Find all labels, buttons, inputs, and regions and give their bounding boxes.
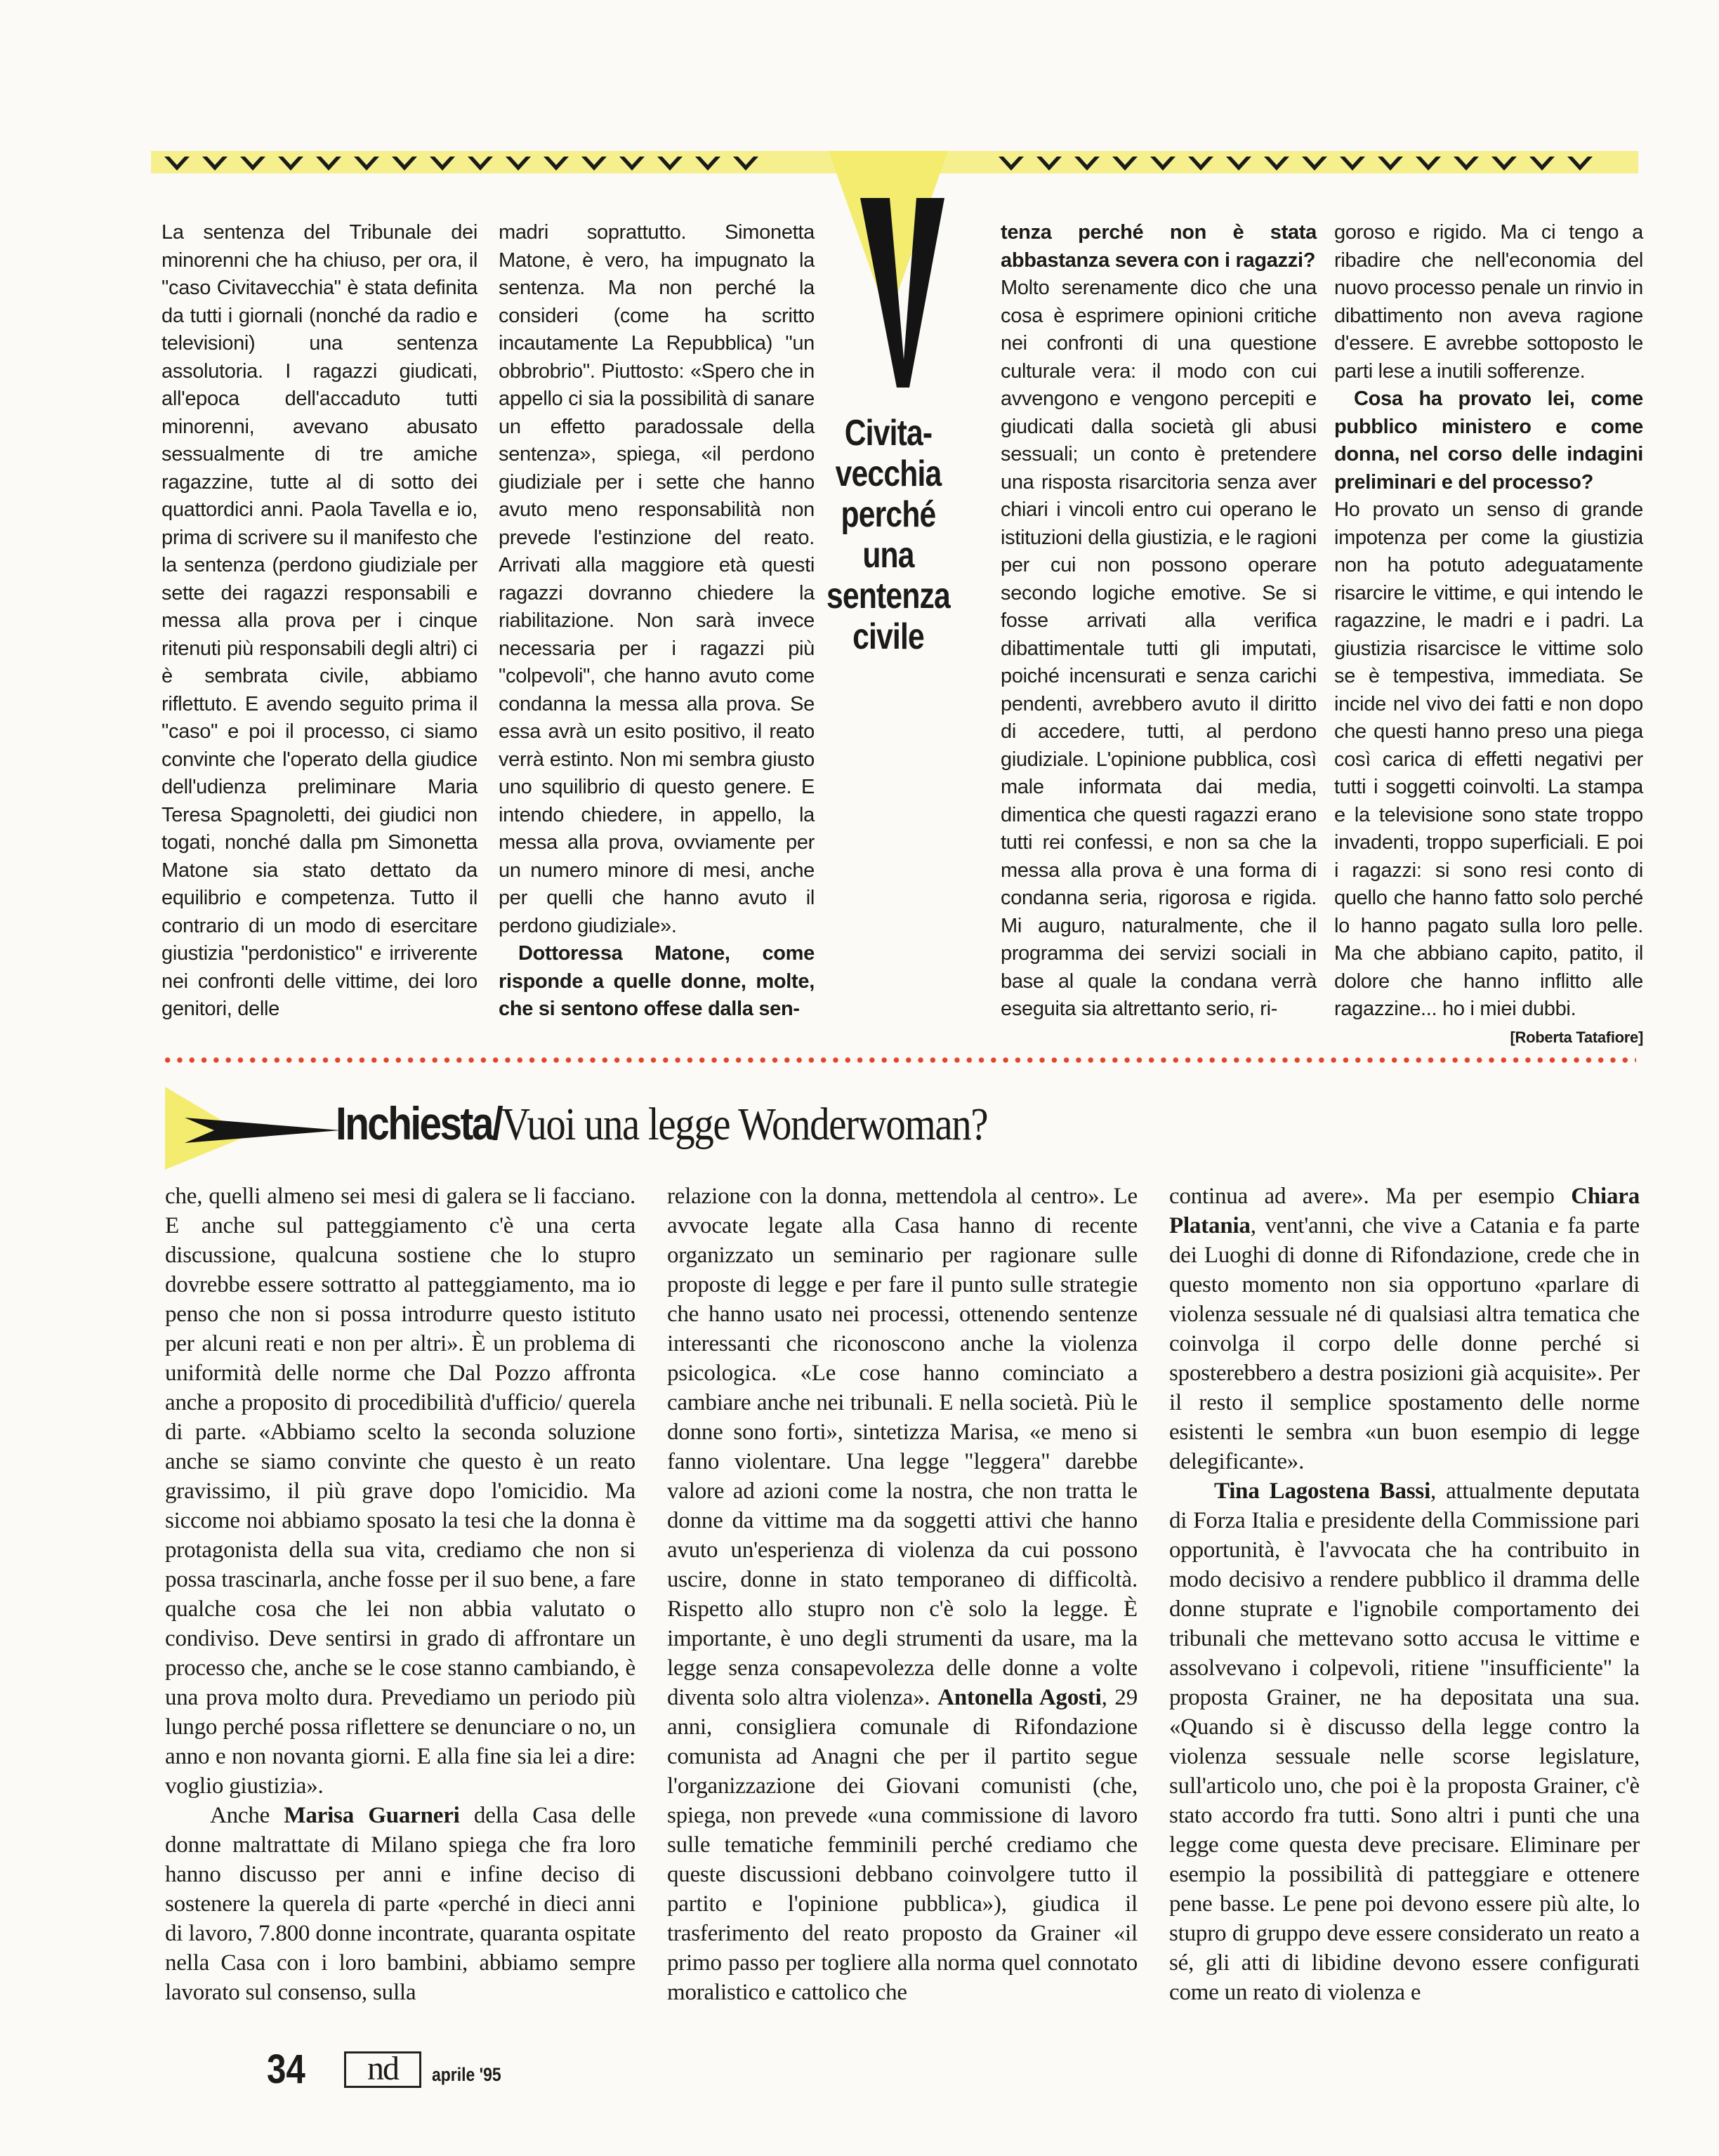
- paragraph: La sentenza del Tribunale dei minorenni che ha chiuso, per ora, il "caso Civitavecchia" è stata definita da tutti i giornali (nonché da radio e televisioni) una sentenza assolutoria. I ragazzi giudicati, all'epoca dell'accaduto tutti minorenni, avevano abusato sessualmente di tre amiche ragazzine, tutte al di sotto dei quattordici anni. Paola Tavella e io, prima di scrivere su il manifesto che la sentenza (perdono giudiziale per sette dei ragazzi responsabili e messa alla prova per i cinque ritenuti più responsabili degli altri) ci è sembrata civile, abbiamo riflettuto. E avendo seguito prima il "caso" e poi il processo, ci siamo convinte che l'operato della giudice dell'udienza preliminare Maria Teresa Spagnoletti, dei giudici non togati, nonché dalla pm Simonetta Matone sia stato dettato da equilibrio e competenza. Tutto il contrario di un modo di esercitare giustizia "perdonistico" e irriverente nei confronti delle vittime, dei loro genitori, delle: [162, 221, 477, 1020]
- chevron-icon: [580, 154, 608, 173]
- lower-column-3: [1169, 1182, 1640, 2007]
- chevron-icon: [163, 154, 191, 173]
- article-title: Vuoi una legge Wonderwoman?: [501, 1099, 988, 1150]
- sidebar-title-line: sentenza: [826, 576, 950, 616]
- arrow-icon: [165, 1087, 341, 1170]
- interview-question: Cosa ha provato lei, come pubblico ministero e come donna, nel corso delle indagini preliminari e del processo?: [1334, 388, 1643, 494]
- text-run: Anche: [210, 1803, 284, 1828]
- interview-question: tenza perché non è stata abbastanza severa con i ragazzi?: [1001, 221, 1317, 272]
- chevron-icon: [1414, 154, 1442, 173]
- person-name: Marisa Guarneri: [284, 1803, 460, 1828]
- chevron-icon: [1073, 154, 1101, 173]
- paragraph: Ho provato un senso di grande impotenza per come la giustizia non ha potuto adeguatamente risarcire le vittime, e qui intendo le ragazzine, le madri e i padri. La giustizia risarcisce le vittime solo se è tempestiva, immediata. Se incide nel vivo dei fatti e non dopo che questi hanno preso una piega così carica di effetti negativi per tutti i soggetti coinvolti. La stampa e la televisione sono state troppo invadenti, troppo superficiali. E poi i ragazzi: si sono resi conto di quello che hanno fatto solo perché lo hanno pagato sulla loro pelle. Ma che abbiano capito, patito, il dolore che hanno inflitto alle ragazzine... ho i miei dubbi.: [1334, 498, 1643, 1020]
- section-title: [336, 1095, 987, 1153]
- section-label: Inchiesta/: [336, 1097, 502, 1149]
- chevron-icon: [1263, 154, 1291, 173]
- person-name: Chiara Platania: [1169, 1184, 1640, 1238]
- chevron-icon: [1566, 154, 1594, 173]
- paragraph: [1169, 1476, 1640, 2007]
- paragraph: madri soprattutto. Simonetta Matone, è vero, ha impugnato la sentenza. Ma non perché la consideri (come ha scritto incautamente La Repubblica) "un obbrobrio". Piuttosto: «Spero che in appello ci sia la possibilità di sanare un effetto paradossale della sentenza», spiega, «il perdono giudiziale per i sette che hanno avuto meno responsabilità non prevede l'estinzione del reato. Arrivati alla maggiore età questi ragazzi dovranno chiedere la riabilitazione. Non sarà invece necessaria per i ragazzi più "colpevoli", che hanno avuto come condanna la messa alla prova. Se essa avrà un esito positivo, il reato verrà estinto. Non mi sembra giusto uno squilibrio di questo genere. E intendo chiedere, in appello, la messa alla prova, ovviamente per un numero minore di mesi, anche per quelli che hanno avuto il perdono giudiziale».: [499, 221, 815, 937]
- sidebar-title-line: perché: [841, 494, 936, 535]
- chevron-icon: [428, 154, 456, 173]
- chevron-icon: [239, 154, 267, 173]
- chevron-icon: [1452, 154, 1480, 173]
- lower-column-1: [165, 1182, 635, 2007]
- sidebar-title-line: civile: [852, 616, 924, 657]
- chevron-icon: [504, 154, 532, 173]
- chevron-icon: [315, 154, 343, 173]
- author-signature: [Roberta Tatafiore]: [1510, 1028, 1643, 1046]
- sidebar-title-line: una: [862, 535, 914, 576]
- text-run: , 29 anni, consigliera comunale di Rifondazione comunista ad Anagni che per il partito segue l'organizzazione dei Giovani comunisti (che, spiega, non prevede «una commissione di lavoro sulle tematiche femminili perché crediamo che queste discussioni debbano coinvolgere tutto il partito e l'opinione pubblica»), giudica il trasferimento del reato proposto da Grainer «il primo passo per togliere alla norma quel connotato moralistico e cattolico che: [667, 1685, 1138, 2005]
- chevron-icon: [997, 154, 1025, 173]
- text-run: continua ad avere». Ma per esempio: [1169, 1184, 1572, 1209]
- chevron-icon: [353, 154, 381, 173]
- magazine-logo: nd: [344, 2051, 421, 2088]
- lower-column-2: [667, 1182, 1138, 2007]
- person-name: Antonella Agosti: [937, 1685, 1102, 1710]
- chevron-icon: [277, 154, 305, 173]
- text-run: relazione con la donna, mettendola al centro». Le avvocate legate alla Casa hanno di recente organizzato un seminario per ragionare sulle proposte di legge e per fare il punto sulle strategie che hanno usato nei processi, ottenendo sentenze interessanti che riconoscono anche la violenza psicologica. «Le cose hanno cominciato a cambiare anche nei tribunali. E nella società. Più le donne sono forti», sintetizza Marisa, «e meno si fanno violentare. Una legge "leggera" darebbe valore ad azioni come la nostra, che non tratta le donne da vittime ma da soggetti attivi che hanno avuto un'esperienza di violenza da cui possono uscire, donne in stato temporaneo di difficoltà. Rispetto allo stupro non c'è solo la legge. È importante, è uno degli strumenti da usare, ma la legge senza consapevolezza delle donne a volte diventa solo altra violenza».: [667, 1184, 1138, 1710]
- text-run: , attualmente deputata di Forza Italia e presidente della Commissione pari opportunità, è l'avvocata che ha contribuito in modo decisivo a rendere pubblico il dramma delle donne stuprate e l'ignobile comportamento dei tribunali che mettevano sotto accusa le vittime e assolvevano i colpevoli, ritiene "insufficiente" la proposta Grainer, ne ha depositata una sua. «Quando si è discusso della legge contro la violenza sessuale nelle scorse legislature, sull'articolo uno, che poi è la proposta Grainer, c'è stato accordo fra tutti. Sono altri i punti che una legge come questa deve precisare. Eliminare per esempio la possibilità di patteggiare e ottenere pene basse. Le pene poi devono essere più alte, lo stupro di gruppo deve essere considerato un reato a sé, gli atti di libidine devono essere configurati come un reato di violenza e: [1169, 1479, 1640, 2005]
- dotted-divider: [162, 1057, 1636, 1064]
- sidebar-title-line: vecchia: [835, 454, 942, 494]
- chevron-icon: [618, 154, 646, 173]
- chevron-icon: [542, 154, 570, 173]
- upper-column-4: [1334, 219, 1643, 1051]
- sidebar-title: [819, 413, 956, 657]
- paragraph: [667, 1182, 1138, 2007]
- chevron-icon: [1111, 154, 1139, 173]
- person-name: Tina Lagostena Bassi: [1214, 1479, 1431, 1504]
- chevron-icon: [1300, 154, 1329, 173]
- issue-date: aprile '95: [432, 2064, 501, 2085]
- text-run: della Casa delle donne maltrattate di Milano spiega che fra loro hanno discusso per anni e infine deciso di sostenere la querela di parte «perché in dieci anni di lavoro, 7.800 donne incontrate, quaranta ospitate nella Casa con i loro bambini, abbiamo sempre lavorato sul consenso, sulla: [165, 1803, 635, 2005]
- drop-cap-v: [860, 198, 944, 388]
- chevron-icon: [1149, 154, 1177, 173]
- paragraph: Molto serenamente dico che una cosa è esprimere opinioni critiche nei confronti di una questione culturale vera: il modo con cui avvengono e vengono percepiti e giudicati dalla società gli abusi sessuali; un conto è pretendere una risposta risarcitoria senza aver chiari i vincoli entro cui operano le istituzioni della giustizia, e le ragioni per cui non possono operare secondo logiche emotive. Se si fosse arrivati alla verifica dibattimentale tutti gli imputati, poiché incensurati e senza carichi pendenti, avrebbero avuto il diritto di accedere, tutti, al perdono giudiziale. L'opinione pubblica, così male informata dai media, dimentica che questi ragazzi erano tutti rei confessi, e non sa che la messa alla prova è una forma di condanna seria, rigorosa e rigida. Mi auguro, naturalmente, che il programma dei servizi sociali in base al quale la condana verrà eseguita sia altrettanto serio, ri-: [1001, 277, 1317, 1020]
- chevron-icon: [1035, 154, 1063, 173]
- paragraph: [165, 1801, 635, 2007]
- chevron-row-right: [997, 154, 1594, 173]
- chevron-row-left: [163, 154, 760, 173]
- chevron-icon: [656, 154, 684, 173]
- sidebar-title-line: Civita-: [844, 413, 933, 454]
- upper-column-3: [1001, 219, 1317, 1024]
- chevron-icon: [466, 154, 494, 173]
- upper-column-1: [162, 219, 477, 1024]
- chevron-icon: [732, 154, 760, 173]
- chevron-icon: [1490, 154, 1518, 173]
- chevron-icon: [1376, 154, 1404, 173]
- page-number: 34: [267, 2046, 305, 2092]
- paragraph: che, quelli almeno sei mesi di galera se li facciano. E anche sul patteggiamento c'è una certa discussione, qualcuna sostiene che lo stupro dovrebbe essere sottratto al patteggiamento, ma io penso che non si possa introdurre questo istituto per alcuni reati e non per altri». È un problema di uniformità delle norme che Dal Pozzo affronta anche a proposito di procedibilità d'ufficio/ querela di parte. «Abbiamo scelto la seconda soluzione anche se siamo convinte che questo è un reato gravissimo, il più grave dopo l'omicidio. Ma siccome noi abbiamo sposato la tesi che la donna è protagonista della sua vita, crediamo che non si possa trascinarla, anche fosse per il suo bene, a fare qualche cosa che lei non abbia valutato o condiviso. Deve sentirsi in grado di affrontare un processo che, anche se le cose stanno cambiando, è una prova molto dura. Prevediamo un periodo più lungo perché possa riflettere se denunciare o no, un anno e non novanta giorni. E alla fine sia lei a dire: voglio giustizia».: [165, 1184, 635, 1799]
- chevron-icon: [1338, 154, 1366, 173]
- chevron-icon: [1225, 154, 1253, 173]
- chevron-icon: [1528, 154, 1556, 173]
- chevron-icon: [1187, 154, 1215, 173]
- interview-question: Dottoressa Matone, come risponde a quelle donne, molte, che si sentono offese dalla sen-: [499, 942, 815, 1020]
- text-run: , vent'anni, che vive a Catania e fa parte dei Luoghi di donne di Rifondazione, crede che in questo momento non sia opportuno «parlare di violenza sessuale né di qualsiasi altra tematica che coinvolga il corpo delle donne perché si sposterebbero a destra posizioni già acquisite». Per il resto il semplice spostamento delle norme esistenti le sembra «un buon esempio di legge delegificante».: [1169, 1213, 1640, 1474]
- chevron-icon: [201, 154, 229, 173]
- upper-column-2: [499, 219, 815, 1024]
- paragraph: goroso e rigido. Ma ci tengo a ribadire che nell'economia del nuovo processo penale un rinvio in dibattimento non aveva ragione d'essere. E avrebbe sottoposto le parti lese a inutili sofferenze.: [1334, 221, 1643, 383]
- chevron-icon: [694, 154, 722, 173]
- chevron-icon: [390, 154, 419, 173]
- paragraph: [1169, 1182, 1640, 1476]
